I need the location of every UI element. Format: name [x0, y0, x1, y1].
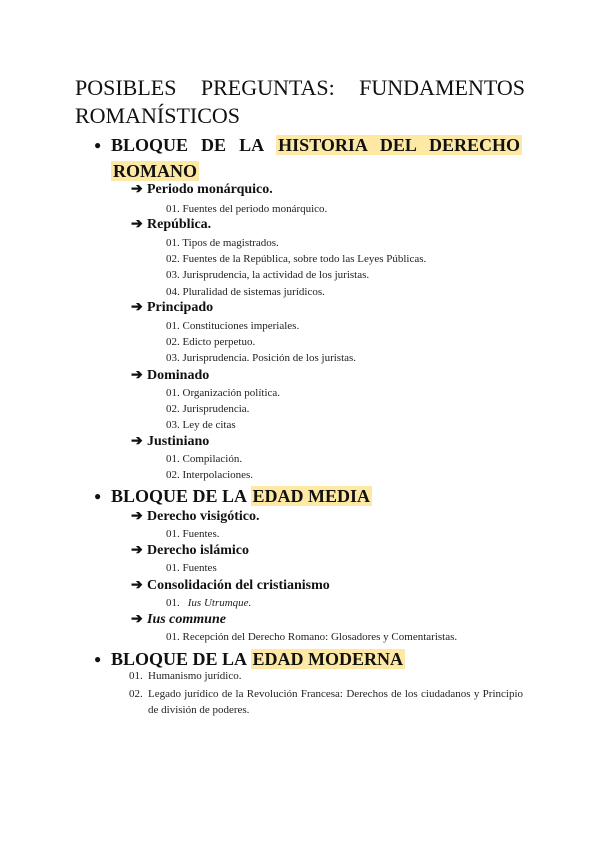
- arrow-right-icon: ➔: [131, 300, 143, 315]
- list-item: 01. Fuentes.: [166, 528, 220, 540]
- list-item: 01. Ius Utrumque.: [166, 597, 252, 609]
- bullet-icon: ●: [94, 489, 102, 503]
- block-edad-moderna: ● BLOQUE DE LA EDAD MODERNA: [111, 646, 405, 672]
- title-line-2: ROMANÍSTICOS: [75, 103, 241, 128]
- highlight: EDAD MODERNA: [252, 649, 404, 669]
- arrow-right-icon: ➔: [131, 509, 143, 524]
- list-item: 01. Compilación.: [166, 453, 243, 465]
- list-item: 03. Ley de citas: [166, 419, 236, 431]
- section-republica: ➔ República.: [131, 217, 212, 232]
- highlight: HISTORIA DEL DERECHO: [278, 135, 520, 155]
- list-item: 02. Jurisprudencia.: [166, 403, 250, 415]
- bullet-icon: ●: [94, 138, 102, 152]
- section-derecho-visigotico: ➔ Derecho visigótico.: [131, 509, 260, 524]
- bullet-icon: ●: [94, 652, 102, 666]
- block-edad-media: ● BLOQUE DE LA EDAD MEDIA: [111, 483, 372, 509]
- list-item: 01. Fuentes: [166, 562, 217, 574]
- title-line-1: POSIBLES PREGUNTAS: FUNDAMENTOS: [75, 75, 525, 100]
- list-item: 01. Organización política.: [166, 387, 281, 399]
- arrow-right-icon: ➔: [131, 368, 143, 383]
- block-historia-derecho-romano: [94, 132, 522, 184]
- arrow-right-icon: ➔: [131, 578, 143, 593]
- section-consolidacion-cristianismo: ➔ Consolidación del cristianismo: [131, 578, 330, 593]
- list-item: 01. Recepción del Derecho Romano: Glosadores y Comentaristas.: [166, 631, 458, 643]
- list-item: 02. Interpolaciones.: [166, 469, 254, 481]
- list-item: 02. Edicto perpetuo.: [166, 336, 256, 348]
- list-item: 02. Fuentes de la República, sobre todo las Leyes Públicas.: [166, 253, 427, 265]
- list-item: 01. Tipos de magistrados.: [166, 237, 279, 249]
- section-ius-commune: ➔ Ius commune: [131, 612, 226, 627]
- arrow-right-icon: ➔: [131, 434, 143, 449]
- highlight: EDAD MEDIA: [252, 486, 371, 506]
- section-periodo-monarquico: ➔ Periodo monárquico.: [131, 182, 273, 197]
- list-item: 03. Jurisprudencia. Posición de los juristas.: [166, 352, 357, 364]
- list-item: 01. Constituciones imperiales.: [166, 320, 300, 332]
- arrow-right-icon: ➔: [131, 182, 143, 197]
- section-dominado: ➔ Dominado: [131, 368, 210, 383]
- page-title: [75, 74, 525, 130]
- section-derecho-islamico: ➔ Derecho islámico: [131, 543, 249, 558]
- list-item: 01. Humanismo jurídico.: [129, 670, 242, 682]
- section-justiniano: ➔ Justiniano: [131, 434, 210, 449]
- list-item: 04. Pluralidad de sistemas jurídicos.: [166, 286, 325, 298]
- arrow-right-icon: ➔: [131, 612, 143, 627]
- list-item: 03. Jurisprudencia, la actividad de los juristas.: [166, 269, 370, 281]
- highlight: ROMANO: [113, 161, 197, 181]
- section-principado: ➔ Principado: [131, 300, 214, 315]
- block-heading: BLOQUE DE LA HISTORIA DEL DERECHO: [111, 135, 520, 155]
- arrow-right-icon: ➔: [131, 217, 143, 232]
- list-item: 02. Legado jurídico de la Revolución Francesa: Derechos de los ciudadanos y Principio de división de poderes.: [129, 688, 523, 716]
- list-item: 01. Fuentes del periodo monárquico.: [166, 203, 328, 215]
- arrow-right-icon: ➔: [131, 543, 143, 558]
